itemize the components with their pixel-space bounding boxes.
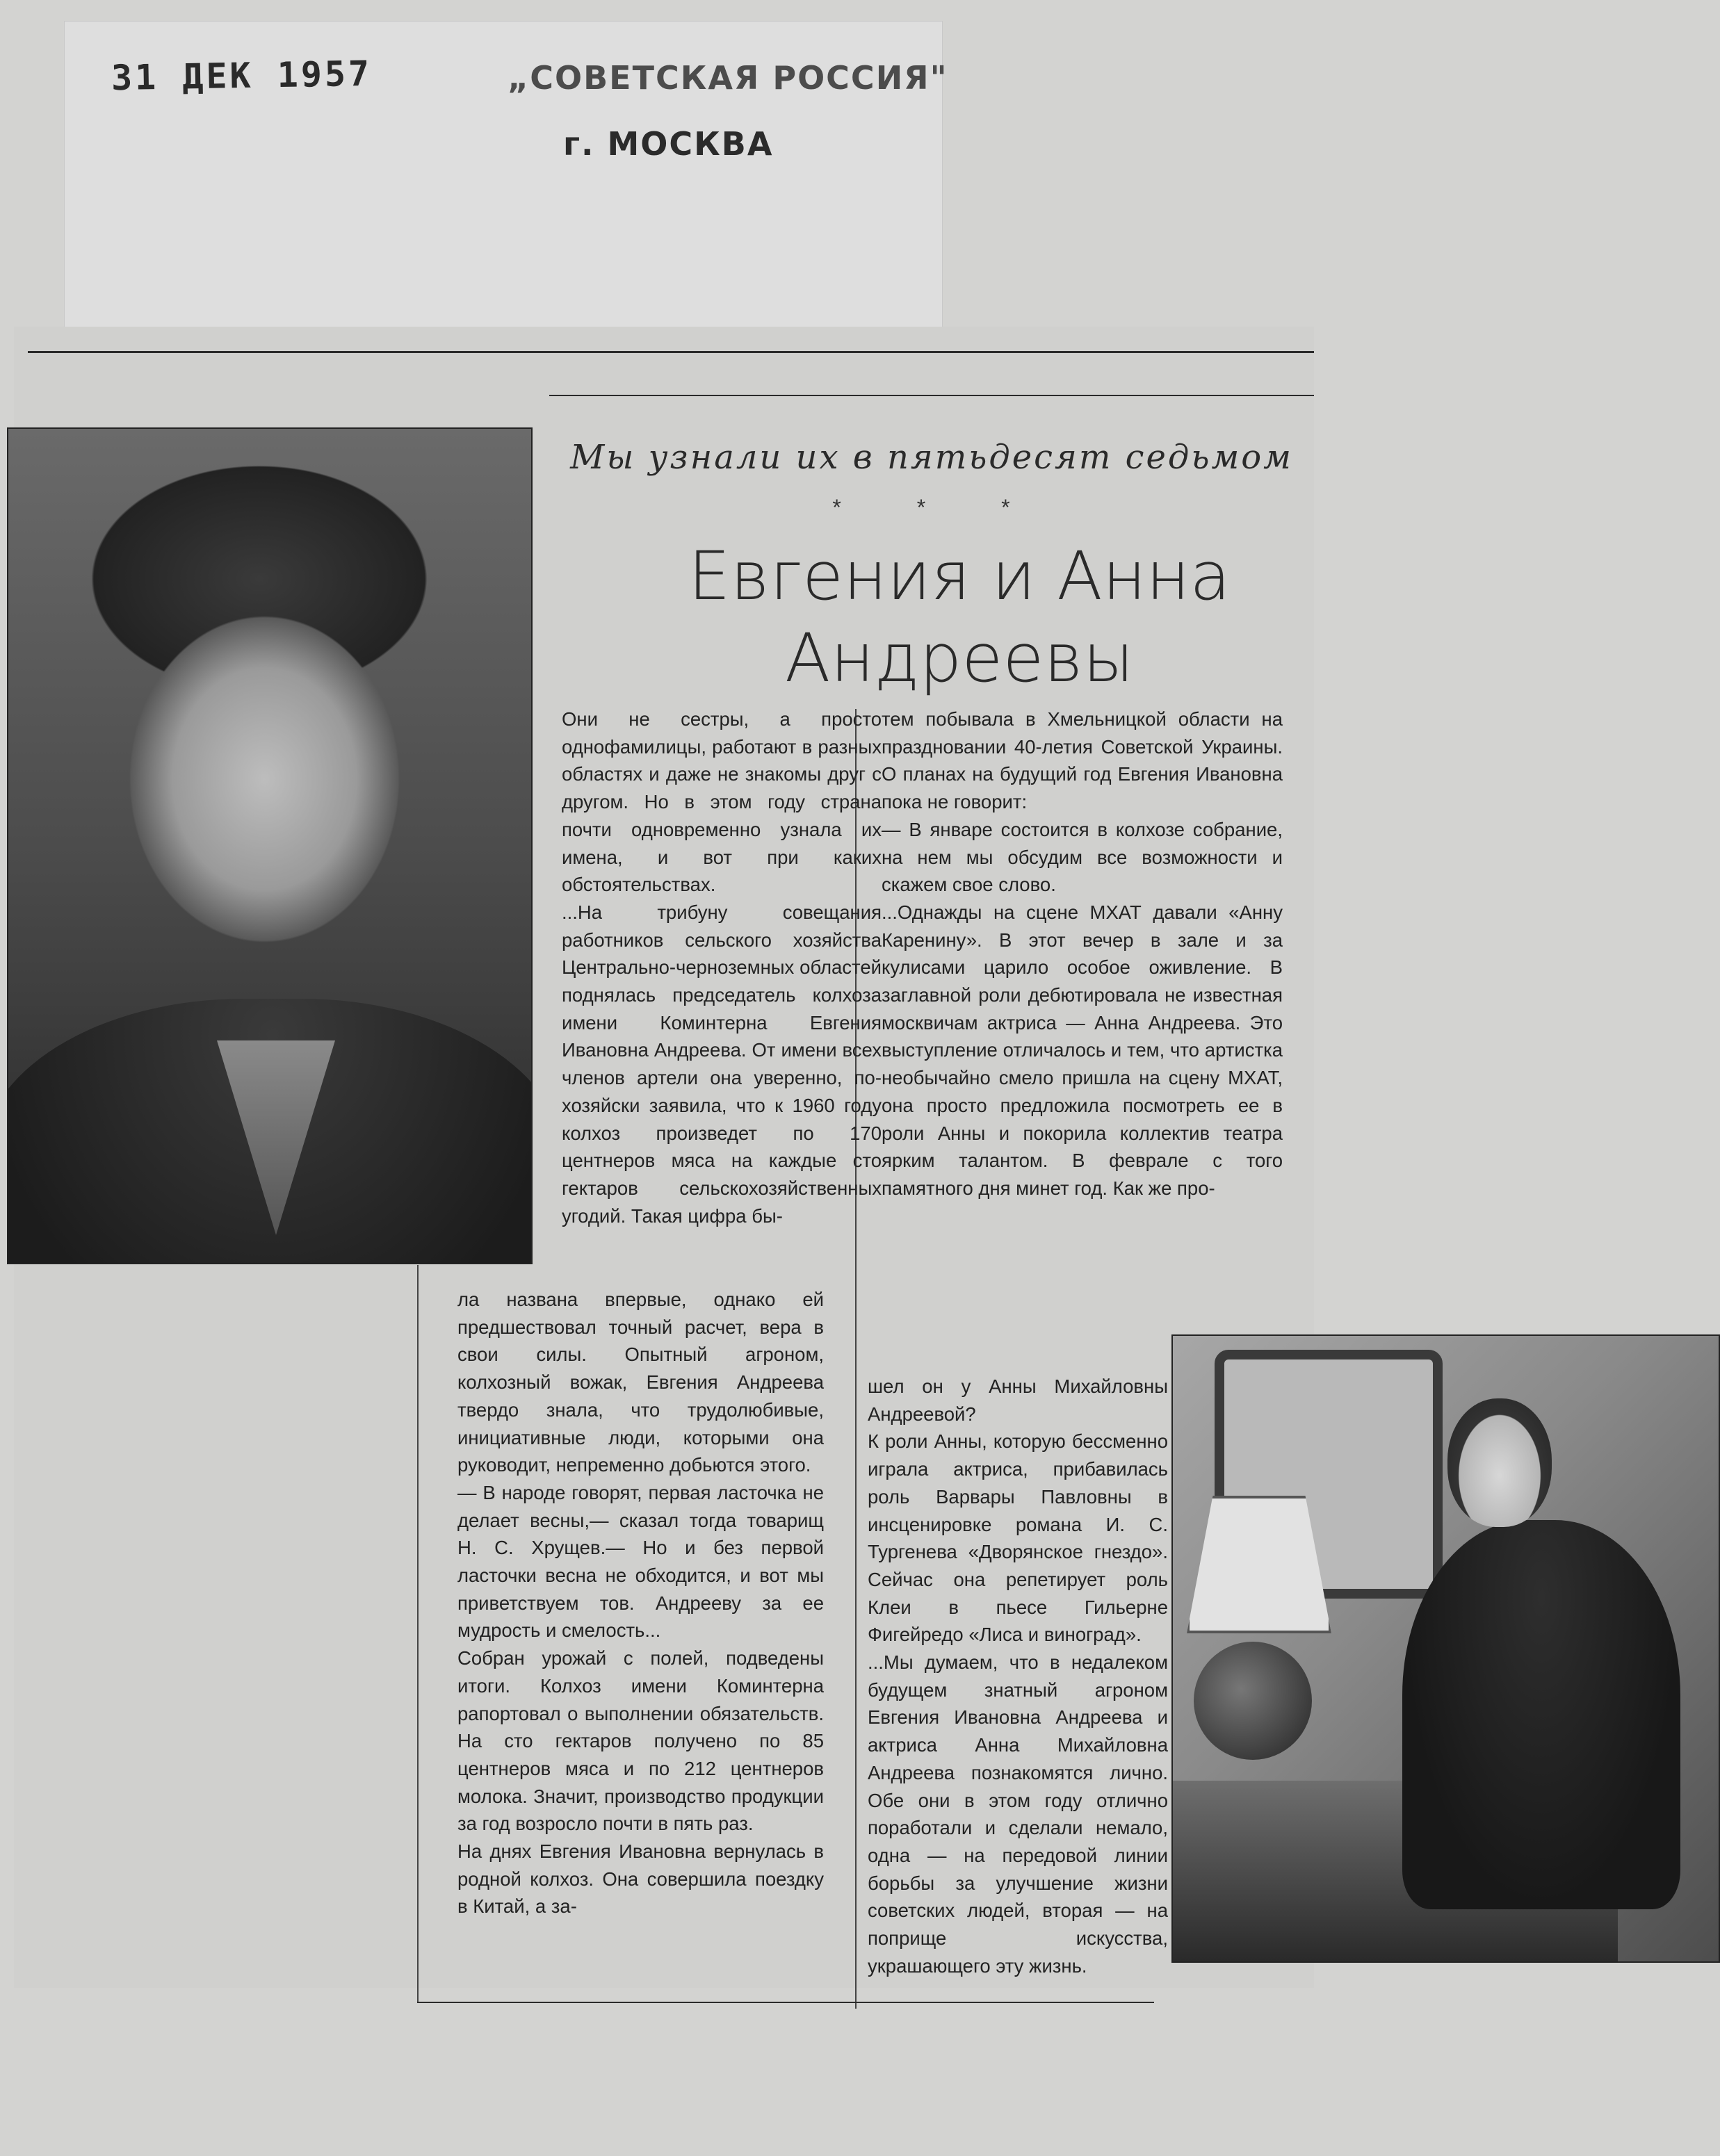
article-title	[612, 535, 1307, 699]
stamp-city: г. МОСКВА	[563, 125, 774, 163]
stamp-newspaper-name: „СОВЕТСКАЯ РОССИЯ"	[508, 59, 948, 97]
article-frame-left	[417, 1265, 419, 2002]
article-rubric: Мы узнали их в пятьдесят седьмом	[570, 438, 1293, 477]
stamp-date: 31 ДЕК 1957	[111, 53, 373, 99]
decorative-stars: * * *	[832, 495, 1045, 520]
photo-vase	[1194, 1642, 1312, 1760]
article-title-line-2: Андреевы	[784, 619, 1135, 697]
article-frame-top	[549, 395, 1314, 396]
portrait-photo-evgeniya	[7, 427, 533, 1264]
clipping-top-rule	[28, 351, 1314, 353]
photo-head	[1447, 1398, 1552, 1527]
article-title-line-1: Евгения и Анна	[688, 537, 1231, 615]
article-column-1-bottom: ла названа впервые, однако ей предшествовал точный расчет, вера в свои силы. Опытный агроном, колхозный вожак, Евгения Андреева твердо знала, что трудолюбивые, инициативные люди, которыми она руководит, непременно добьются этого. — В народе говорят, первая ласточка не делает весны,— сказал тогда товарищ Н. С. Хрущев.— Но и без первой ласточки весна не обходится, и вот мы приветствуем тов. Андрееву за ее мудрость и смелость... Собран урожай с полей, подведены итоги. Колхоз имени Коминтерна рапортовал о выполнении обязательств. На сто гектаров получено по 85 центнеров мяса и по 212 центнеров молока. Значит, производство продукции за год возросло почти в пять раз. На днях Евгения Ивановна вернулась в родной колхоз. Она совершила поездку в Китай, а за-	[457, 1289, 824, 1918]
photo-figure	[1402, 1520, 1680, 1909]
article-column-2-bottom: шел он у Анны Михайловны Андреевой? К роли Анны, которую бессменно играла актриса, прибавилась роль Варвары Павловны в инсценировке романа И. С. Тургенева «Дворянское гнездо». Сейчас она репетирует роль Клеи в пьесе Гильерне Фигейредо «Лиса и виноград». ...Мы думаем, что в недалеком будущем знатный агроном Евгения Ивановна Андреева и актриса Анна Михайловна Андреева познакомятся лично. Обе они в этом году отлично поработали и сделали немало, одна — на передовой линии борьбы за улучшение жизни советских людей, вторая — на поприще искусства, украшающего эту жизнь.	[868, 1375, 1168, 1977]
article-column-2-top: тем побывала в Хмельницкой области на праздновании 40-летия Советской Украины. О планах на будущий год Евгения Ивановна пока не говорит: — В январе состоится в колхозе собрание, на нем мы обсудим все возможности и скажем свое слово. ...Однажды на сцене МХАТ давали «Анну Каренину». В этот вечер в зале и за кулисами царило особое оживление. В заглавной роли дебютировала не известная москвичам актриса — Анна Андреева. Это выступление отличалось и тем, что артистка необычайно смело пришла на сцену МХАТ, она просто предложила посмотреть ее в роли Анны и покорила коллектив театра ярким талантом. В феврале с того памятного дня минет год. Как же про-	[882, 708, 1283, 1199]
article-column-1-top: Они не сестры, а просто однофамилицы, работают в разных областях и даже не знакомы друг с другом. Но в этом году страна почти одновременно узнала их имена, и вот при каких обстоятельствах. ...На трибуну совещания работников сельского хозяйства Центрально-черноземных областей поднялась председатель колхоза имени Коминтерна Евгения Ивановна Андреева. От имени всех членов артели она уверенно, по-хозяйски заявила, что к 1960 году колхоз произведет по 170 центнеров мяса на каждые сто гектаров сельскохозяйственных угодий. Такая цифра бы-	[562, 708, 882, 1227]
portrait-photo-anna	[1171, 1334, 1720, 1963]
article-frame-bottom	[417, 2002, 1154, 2003]
